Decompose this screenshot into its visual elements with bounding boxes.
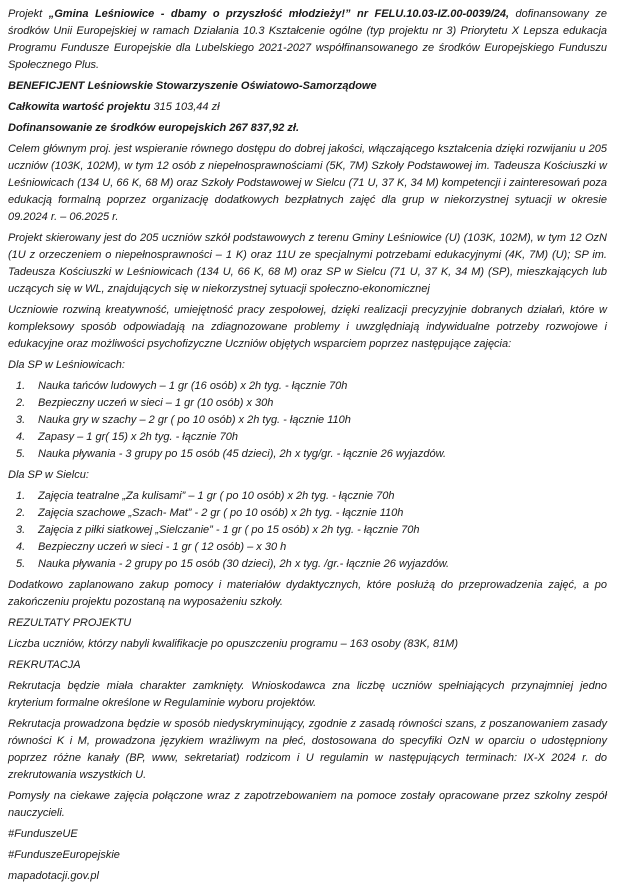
funding-line: Dofinansowanie ze środków europejskich 267 837,92 zł. bbox=[8, 122, 299, 134]
intro-rest: dofinansowany ze środków Unii Europejskiej w ramach Działania 10.3 Kształcenie ogólne (typ projektu nr 3) Priorytetu X Lepsza edukacja Programu Fundusze Europejskie dla Lubelskiego 2021-2027 współfinansowanego ze środków Europejskiego Funduszu Społecznego Plus. bbox=[8, 8, 607, 71]
materials-paragraph: Dodatkowo zaplanowano zakup pomocy i materiałów dydaktycznych, które posłużą do przeprowadzenia zajęć, a po zakończeniu projektu pozostaną na wyposażeniu szkoły. bbox=[8, 579, 607, 608]
list-item: Bezpieczny uczeń w sieci – 1 gr (10 osób) x 30h bbox=[38, 397, 274, 409]
sielec-list-header: Dla SP w Sielcu: bbox=[8, 469, 89, 481]
project-title-and-number: „Gmina Leśniowice - dbamy o przyszłość młodzieży!” nr FELU.10.03-IZ.00-0039/24, bbox=[48, 8, 510, 20]
list-item: Nauka pływania - 2 grupy po 15 osób (30 dzieci), 2h x tyg. /gr.- łącznie 26 wyjazdów. bbox=[38, 558, 450, 570]
hashtag-fundusze-ue: #FunduszeUE bbox=[8, 828, 78, 840]
recruitment-paragraph-1: Rekrutacja będzie miała charakter zamknięty. Wnioskodawca zna liczbę uczniów spełniających przynajmniej jedno kryterium formalne określone w Regulaminie wyboru projektów. bbox=[8, 680, 607, 709]
list-item: Zajęcia z piłki siatkowej „Sielczanie” - 1 gr ( po 15 osób) x 2h tyg. - łącznie 70h bbox=[38, 524, 420, 536]
list-item: Zapasy – 1 gr( 15) x 2h tyg. - łącznie 70h bbox=[38, 431, 238, 443]
results-line: Liczba uczniów, którzy nabyli kwalifikacje po opuszczeniu programu – 163 osoby (83K, 81M) bbox=[8, 638, 459, 650]
sielec-activities-list bbox=[8, 488, 607, 573]
list-item: Zajęcia teatralne „Za kulisami” – 1 gr ( po 10 osób) x 2h tyg. - łącznie 70h bbox=[38, 490, 395, 502]
total-value-amount: 315 103,44 zł bbox=[153, 101, 220, 113]
total-value-label: Całkowita wartość projektu bbox=[8, 101, 154, 113]
target-group-paragraph: Projekt skierowany jest do 205 uczniów szkół podstawowych z terenu Gminy Leśniowice (U) (103K, 102M), w tym 12 OzN (1U z orzeczeniem o niepełnosprawności – 1 K) oraz 11U ze specjalnymi potrzebami edukacyjnymi (4K, 7M) (U); SP im. Tadeusza Kościuszki w Leśniowicach (134 U, 66 K, 68 M) oraz SP w Sielcu (71 U, 37 K, 34 M) (SP), mieszkających lub uczących się w WL, znajdujących się w niekorzystnej sytuacji społeczno-ekonomicznej bbox=[8, 232, 607, 295]
intro-prefix: Projekt bbox=[8, 8, 49, 20]
recruitment-header: REKRUTACJA bbox=[8, 659, 81, 671]
list-item: Nauka pływania - 3 grupy po 15 osób (45 dzieci), 2h x tyg/gr. - łącznie 26 wyjazdów. bbox=[38, 448, 447, 460]
intro-paragraph bbox=[8, 6, 607, 74]
list-item: Bezpieczny uczeń w sieci - 1 gr ( 12 osób) – x 30 h bbox=[38, 541, 287, 553]
hashtag-fundusze-europejskie: #FunduszeEuropejskie bbox=[8, 849, 120, 861]
list-item: Zajęcia szachowe „Szach- Mat” - 2 gr ( po 10 osób) x 2h tyg. - łącznie 110h bbox=[38, 507, 404, 519]
total-value-line bbox=[8, 99, 607, 116]
source-site: mapadotacji.gov.pl bbox=[8, 870, 99, 882]
list-item: Nauka gry w szachy – 2 gr ( po 10 osób) x 2h tyg. - łącznie 110h bbox=[38, 414, 351, 426]
lesniowice-activities-list bbox=[8, 378, 607, 463]
goal-paragraph: Celem głównym proj. jest wspieranie równego dostępu do dobrej jakości, włączającego kształcenia dzięki rozwijaniu u 205 uczniów (103K, 102M), w tym 12 osób z niepełnosprawnościami (5K, 7M) Szkoły Podstawowej im. Tadeusza Kościuszki w Leśniowicach (134 U, 66 K, 68 M) oraz Szkoły Podstawowej w Sielcu (71 U, 37 K, 34 M) kompetencji i zainteresowań poza edukacją formalną poprzez organizację dodatkowych bezpłatnych zajęć dla grup w niekorzystnej sytuacji w okresie 09.2024 r. – 06.2025 r. bbox=[8, 143, 607, 223]
ideas-paragraph: Pomysły na ciekawe zajęcia połączone wraz z zapotrzebowaniem na pomoce zostały opracowane przez szkolny zespół nauczycieli. bbox=[8, 790, 607, 819]
list-item: Nauka tańców ludowych – 1 gr (16 osób) x 2h tyg. - łącznie 70h bbox=[38, 380, 348, 392]
skills-paragraph: Uczniowie rozwiną kreatywność, umiejętność pracy zespołowej, dzięki realizacji precyzyjnie dobranych działań, które w kompleksowy sposób odpowiadają na zdiagnozowane problemy i uwzględniają indywidualne potrzeby rozwojowe i edukacyjne oraz możliwości psychofizyczne Uczniów objętych wsparciem poprzez następujące zajęcia: bbox=[8, 304, 607, 350]
recruitment-paragraph-2: Rekrutacja prowadzona będzie w sposób niedyskryminujący, zgodnie z zasadą równości szans, z poszanowaniem zasady równości K i M, prowadzona językiem wrażliwym na płeć, dostosowana do specyfiki OzN w oparciu o udostępniony poprzez różne kanały (BP, www, sekretariat) rodzicom i U regulamin w następujących terminach: IX-X 2024 r. do zrekrutowania wszystkich U. bbox=[8, 718, 607, 781]
results-header: REZULTATY PROJEKTU bbox=[8, 617, 132, 629]
lesniowice-list-header: Dla SP w Leśniowicach: bbox=[8, 359, 125, 371]
beneficiary-line: BENEFICJENT Leśniowskie Stowarzyszenie Oświatowo-Samorządowe bbox=[8, 80, 377, 92]
